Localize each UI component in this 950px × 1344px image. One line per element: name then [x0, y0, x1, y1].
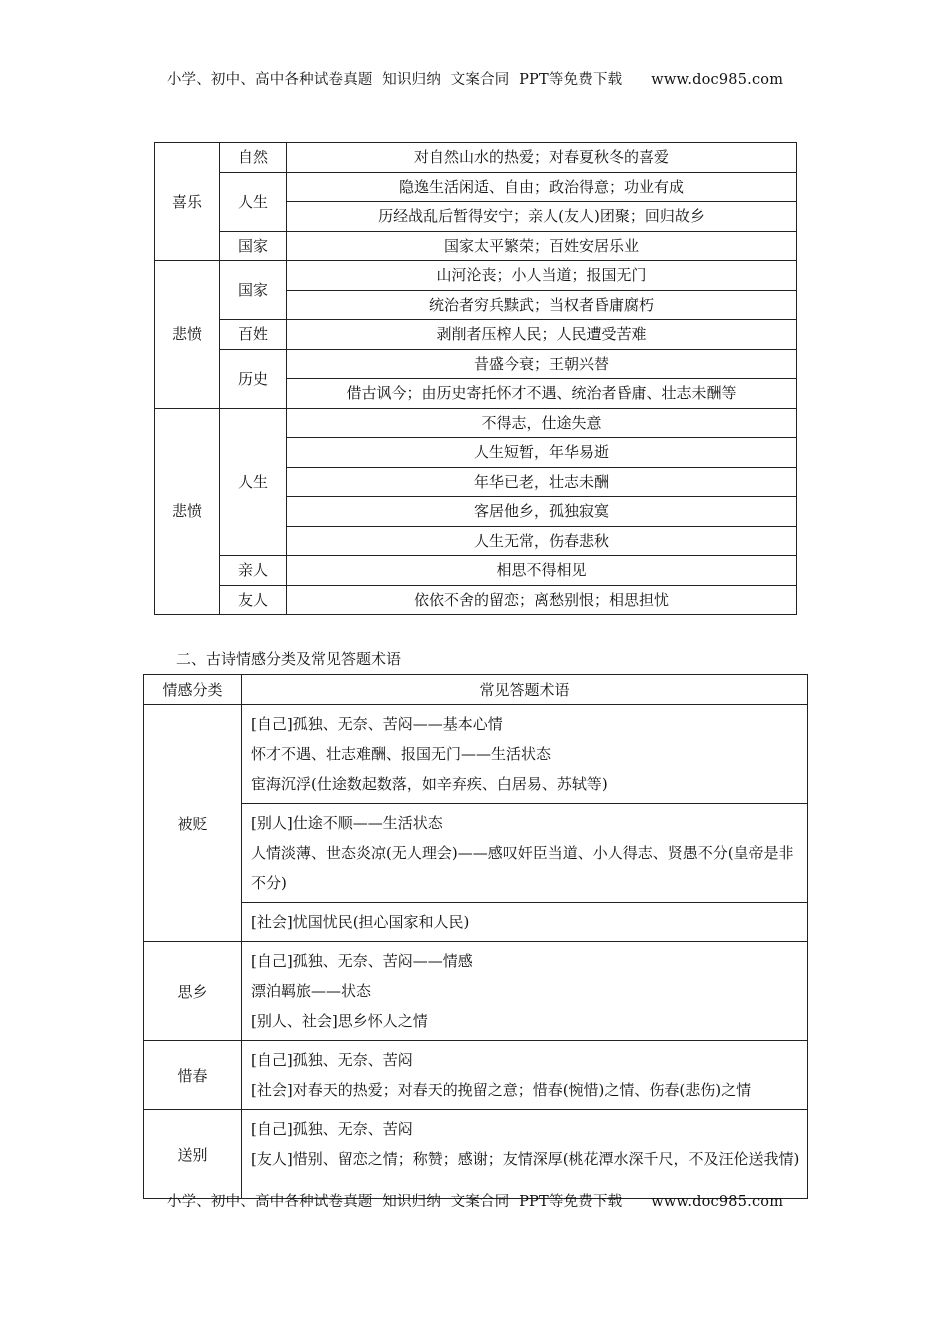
item-cell: 借古讽今；由历史寄托怀才不遇、统治者昏庸、壮志未酬等 [287, 379, 797, 409]
item-cell: 历经战乱后暂得安宁；亲人(友人)团聚；回归故乡 [287, 202, 797, 232]
category-cell: 送别 [144, 1110, 242, 1199]
item-cell: 人生无常，伤春悲秋 [287, 526, 797, 556]
terms-block [242, 903, 808, 942]
terms-line: 漂泊羁旅——状态 [251, 982, 372, 1000]
item-cell: 对自然山水的热爱；对春夏秋冬的喜爱 [287, 143, 797, 173]
terms-line: [社会]忧国忧民(担心国家和人民) [251, 913, 470, 931]
column-header: 情感分类 [144, 675, 242, 705]
group-label: 喜乐 [155, 143, 220, 261]
terms-line: [友人]惜别、留恋之情；称赞；感谢；友情深厚(桃花潭水深千尺，不及汪伦送我情) [251, 1150, 800, 1168]
terms-block [242, 1110, 808, 1199]
group-label: 悲愤 [155, 408, 220, 615]
item-cell: 人生短暂，年华易逝 [287, 438, 797, 468]
section-title: 二、古诗情感分类及常见答题术语 [176, 650, 402, 668]
sub-label: 人生 [220, 408, 287, 556]
category-cell: 被贬 [144, 705, 242, 942]
terms-line: [自己]孤独、无奈、苦闷 [251, 1051, 413, 1069]
item-cell: 统治者穷兵黩武；当权者昏庸腐朽 [287, 290, 797, 320]
page-header: 小学、初中、高中各种试卷真题 知识归纳 文案合同 PPT等免费下载 www.doc985.com [166, 72, 784, 88]
terms-line: [自己]孤独、无奈、苦闷 [251, 1120, 413, 1138]
sub-label: 国家 [220, 261, 287, 320]
sub-label: 亲人 [220, 556, 287, 586]
terms-block [242, 1041, 808, 1110]
item-cell: 年华已老，壮志未酬 [287, 467, 797, 497]
item-cell: 国家太平繁荣；百姓安居乐业 [287, 231, 797, 261]
item-cell: 依依不舍的留恋；离愁别恨；相思担忧 [287, 585, 797, 615]
category-cell: 惜春 [144, 1041, 242, 1110]
terms-block-clip [251, 1114, 803, 1194]
sub-label: 百姓 [220, 320, 287, 350]
sub-label: 历史 [220, 349, 287, 408]
terms-block [242, 804, 808, 903]
sub-label: 自然 [220, 143, 287, 173]
emotion-classification-table [154, 142, 797, 615]
group-label: 悲愤 [155, 261, 220, 409]
terms-line: [自己]孤独、无奈、苦闷——情感 [251, 952, 473, 970]
sub-label: 人生 [220, 172, 287, 231]
item-cell: 相思不得相见 [287, 556, 797, 586]
terms-line: [自己]孤独、无奈、苦闷——基本心情 [251, 715, 503, 733]
terms-line: [社会]对春天的热爱；对春天的挽留之意；惜春(惋惜)之情、伤春(悲伤)之情 [251, 1081, 752, 1099]
answer-terms-table [143, 674, 808, 1199]
sub-label: 友人 [220, 585, 287, 615]
sub-label: 国家 [220, 231, 287, 261]
category-cell: 思乡 [144, 942, 242, 1041]
terms-line: 人情淡薄、世态炎凉(无人理会)——感叹奸臣当道、小人得志、贤愚不分(皇帝是非不分) [251, 844, 794, 892]
item-cell: 不得志，仕途失意 [287, 408, 797, 438]
item-cell: 隐逸生活闲适、自由；政治得意；功业有成 [287, 172, 797, 202]
terms-block [242, 705, 808, 804]
item-cell: 昔盛今衰；王朝兴替 [287, 349, 797, 379]
column-header: 常见答题术语 [242, 675, 808, 705]
item-cell: 剥削者压榨人民；人民遭受苦难 [287, 320, 797, 350]
item-cell: 客居他乡，孤独寂寞 [287, 497, 797, 527]
terms-line: [别人、社会]思乡怀人之情 [251, 1012, 428, 1030]
terms-line: [别人]仕途不顺——生活状态 [251, 814, 443, 832]
terms-line: 宦海沉浮(仕途数起数落，如辛弃疾、白居易、苏轼等) [251, 775, 608, 793]
terms-line: 怀才不遇、壮志难酬、报国无门——生活状态 [251, 745, 552, 763]
terms-block [242, 942, 808, 1041]
page-footer: 小学、初中、高中各种试卷真题 知识归纳 文案合同 PPT等免费下载 www.doc985.com [166, 1194, 784, 1210]
item-cell: 山河沦丧；小人当道；报国无门 [287, 261, 797, 291]
